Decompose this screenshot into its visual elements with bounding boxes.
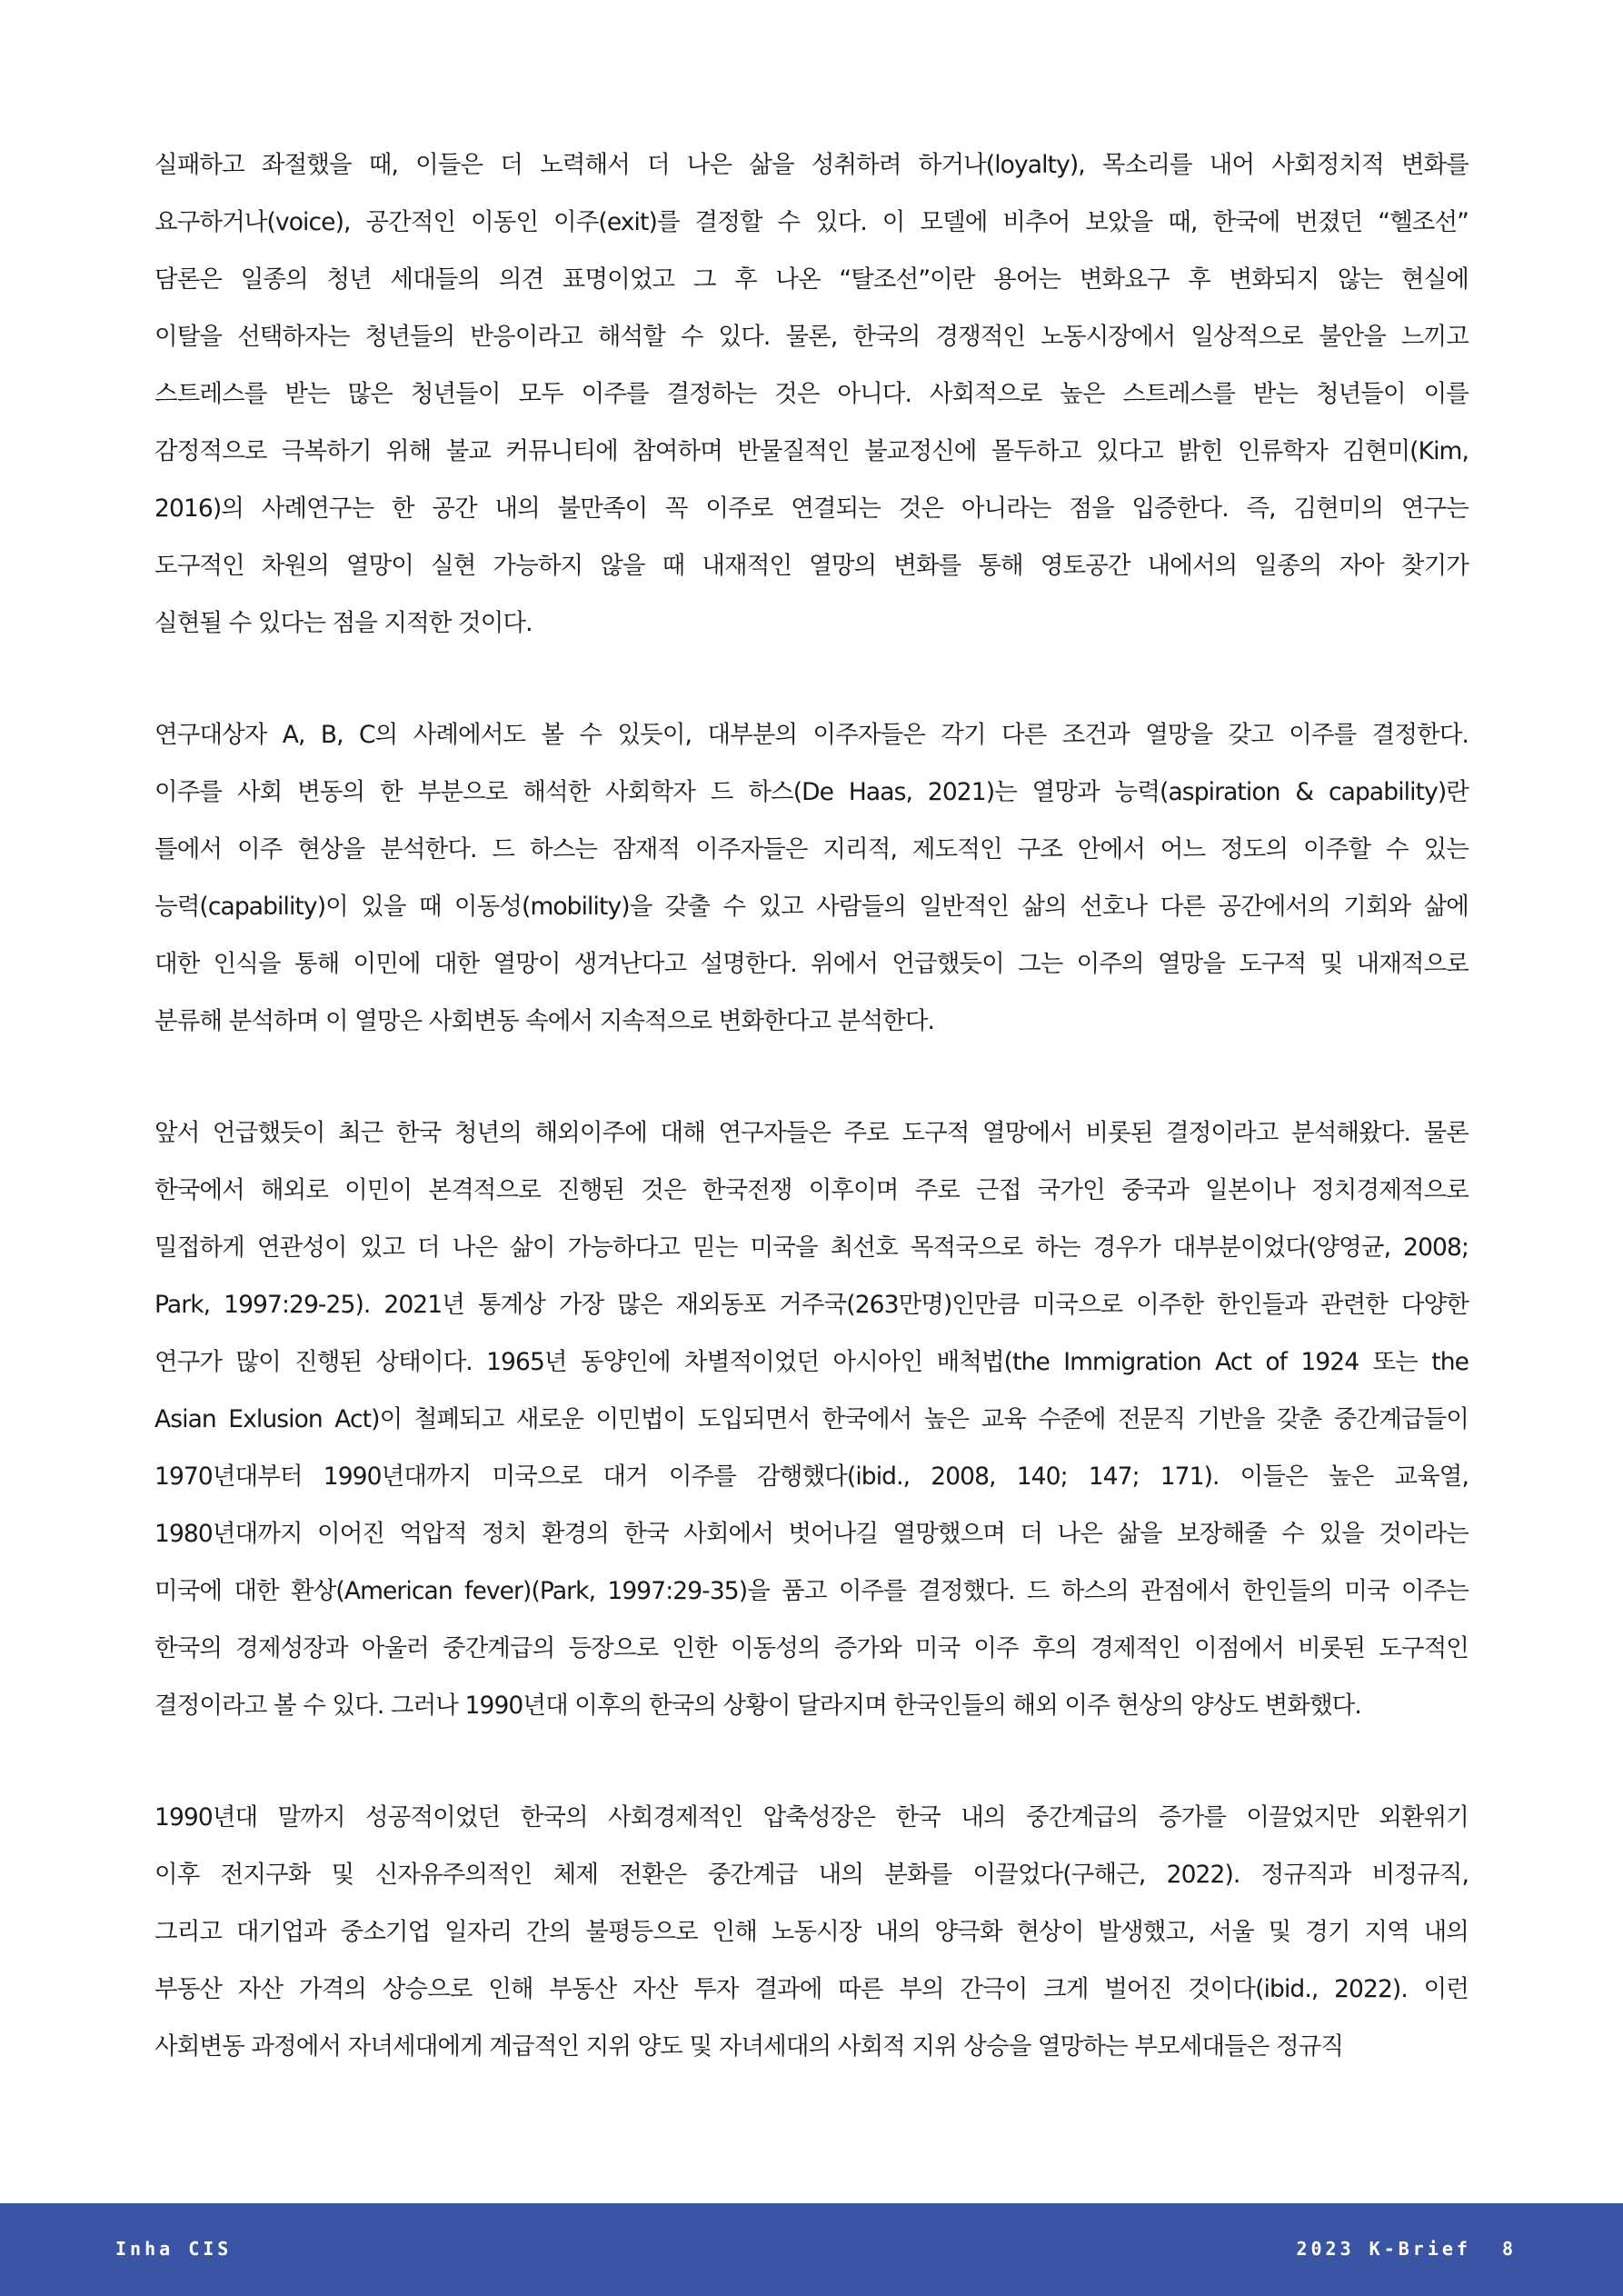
text-line: 1990년대 말까지 성공적이었던 한국의 사회경제적인 압축성장은 한국 내의 중간계급의 증가를 이끌었지만 외환위기 (154, 1803, 1469, 1832)
text-line: 이탈을 선택하자는 청년들의 반응이라고 해석할 수 있다. 물론, 한국의 경쟁적인 노동시장에서 일상적으로 불안을 느끼고 (154, 323, 1469, 351)
text-line: 앞서 언급했듯이 최근 한국 청년의 해외이주에 대해 연구자들은 주로 도구적 열망에서 비롯된 결정이라고 분석해왔다. 물론 (154, 1119, 1469, 1147)
footer-issue (1296, 2238, 1517, 2260)
body-paragraph (154, 136, 1469, 652)
text-line: 2016)의 사례연구는 한 공간 내의 불만족이 꼭 이주로 연결되는 것은 아니라는 점을 입증한다. 즉, 김현미의 연구는 (154, 494, 1469, 523)
text-line: 틀에서 이주 현상을 분석한다. 드 하스는 잠재적 이주자들은 지리적, 제도적인 구조 안에서 어느 정도의 이주할 수 있는 (154, 835, 1469, 863)
footer-publisher: Inha CIS (115, 2238, 233, 2260)
text-line: 부동산 자산 가격의 상승으로 인해 부동산 자산 투자 결과에 따른 부의 간극이 크게 벌어진 것이다(ibid., 2022). 이런 (154, 1975, 1469, 2003)
footer-issue-title: 2023 K-Brief (1296, 2238, 1471, 2260)
text-line: 1970년대부터 1990년대까지 미국으로 대거 이주를 감행했다(ibid., 2008, 140; 147; 171). 이들은 높은 교육열, (154, 1462, 1469, 1491)
text-line: 이주를 사회 변동의 한 부분으로 해석한 사회학자 드 하스(De Haas, 2021)는 열망과 능력(aspiration & capability)란 (154, 778, 1469, 806)
body-paragraph (154, 1104, 1469, 1734)
body-paragraph (154, 1789, 1469, 2075)
text-line: 담론은 일종의 청년 세대들의 의견 표명이었고 그 후 나온 “탈조선”이란 용어는 변화요구 후 변화되지 않는 현실에 (154, 265, 1469, 294)
text-line: 연구대상자 A, B, C의 사례에서도 볼 수 있듯이, 대부분의 이주자들은 각기 다른 조건과 열망을 갖고 이주를 결정한다. (154, 721, 1469, 749)
text-line: 그리고 대기업과 중소기업 일자리 간의 불평등으로 인해 노동시장 내의 양극화 현상이 발생했고, 서울 및 경기 지역 내의 (154, 1918, 1469, 1946)
text-line: 결정이라고 볼 수 있다. 그러나 1990년대 이후의 한국의 상황이 달라지며 한국인들의 해외 이주 현상의 양상도 변화했다. (154, 1692, 1361, 1720)
text-line: 요구하거나(voice), 공간적인 이동인 이주(exit)를 결정할 수 있다. 이 모델에 비추어 보았을 때, 한국에 번졌던 “헬조선” (154, 208, 1469, 236)
text-line: 분류해 분석하며 이 열망은 사회변동 속에서 지속적으로 변화한다고 분석한다. (154, 1007, 935, 1035)
text-line: 능력(capability)이 있을 때 이동성(mobility)을 갖출 수 있고 사람들의 일반적인 삶의 선호나 다른 공간에서의 기회와 삶에 (154, 893, 1469, 921)
page-number: 8 (1501, 2238, 1517, 2260)
text-line: 사회변동 과정에서 자녀세대에게 계급적인 지위 양도 및 자녀세대의 사회적 지위 상승을 열망하는 부모세대들은 정규직 (154, 2032, 1344, 2061)
text-line: 밀접하게 연관성이 있고 더 나은 삶이 가능하다고 믿는 미국을 최선호 목적국으로 하는 경우가 대부분이었다(양영균, 2008; (154, 1233, 1469, 1262)
text-line: 실패하고 좌절했을 때, 이들은 더 노력해서 더 나은 삶을 성취하려 하거나(loyalty), 목소리를 내어 사회정치적 변화를 (154, 151, 1469, 179)
text-line: 이후 전지구화 및 신자유주의적인 체제 전환은 중간계급 내의 분화를 이끌었다(구해근, 2022). 정규직과 비정규직, (154, 1861, 1469, 1889)
text-line: 스트레스를 받는 많은 청년들이 모두 이주를 결정하는 것은 아니다. 사회적으로 높은 스트레스를 받는 청년들이 이를 (154, 380, 1469, 408)
page-footer (0, 2203, 1623, 2296)
text-line: 실현될 수 있다는 점을 지적한 것이다. (154, 609, 533, 637)
text-line: 1980년대까지 이어진 억압적 정치 환경의 한국 사회에서 벗어나길 열망했으며 더 나은 삶을 보장해줄 수 있을 것이라는 (154, 1520, 1469, 1548)
text-line: 대한 인식을 통해 이민에 대한 열망이 생겨난다고 설명한다. 위에서 언급했듯이 그는 이주의 열망을 도구적 및 내재적으로 (154, 950, 1469, 978)
text-line: 미국에 대한 환상(American fever)(Park, 1997:29-35)을 품고 이주를 결정했다. 드 하스의 관점에서 한인들의 미국 이주는 (154, 1577, 1469, 1605)
text-line: 한국의 경제성장과 아울러 중간계급의 등장으로 인한 이동성의 증가와 미국 이주 후의 경제적인 이점에서 비롯된 도구적인 (154, 1634, 1469, 1662)
text-line: 감정적으로 극복하기 위해 불교 커뮤니티에 참여하며 반물질적인 불교정신에 몰두하고 있다고 밝힌 인류학자 김현미(Kim, (154, 437, 1469, 465)
body-paragraph (154, 706, 1469, 1050)
text-line: Park, 1997:29-25). 2021년 통계상 가장 많은 재외동포 거주국(263만명)인만큼 미국으로 이주한 한인들과 관련한 다양한 (154, 1291, 1469, 1319)
article-body (154, 136, 1469, 2130)
text-line: 도구적인 차원의 열망이 실현 가능하지 않을 때 내재적인 열망의 변화를 통해 영토공간 내에서의 일종의 자아 찾기가 (154, 552, 1469, 580)
text-line: 한국에서 해외로 이민이 본격적으로 진행된 것은 한국전쟁 이후이며 주로 근접 국가인 중국과 일본이나 정치경제적으로 (154, 1176, 1469, 1204)
text-line: 연구가 많이 진행된 상태이다. 1965년 동양인에 차별적이었던 아시아인 배척법(the Immigration Act of 1924 또는 the (154, 1348, 1469, 1376)
text-line: Asian Exlusion Act)이 철폐되고 새로운 이민법이 도입되면서 한국에서 높은 교육 수준에 전문직 기반을 갖춘 중간계급들이 (154, 1405, 1469, 1433)
